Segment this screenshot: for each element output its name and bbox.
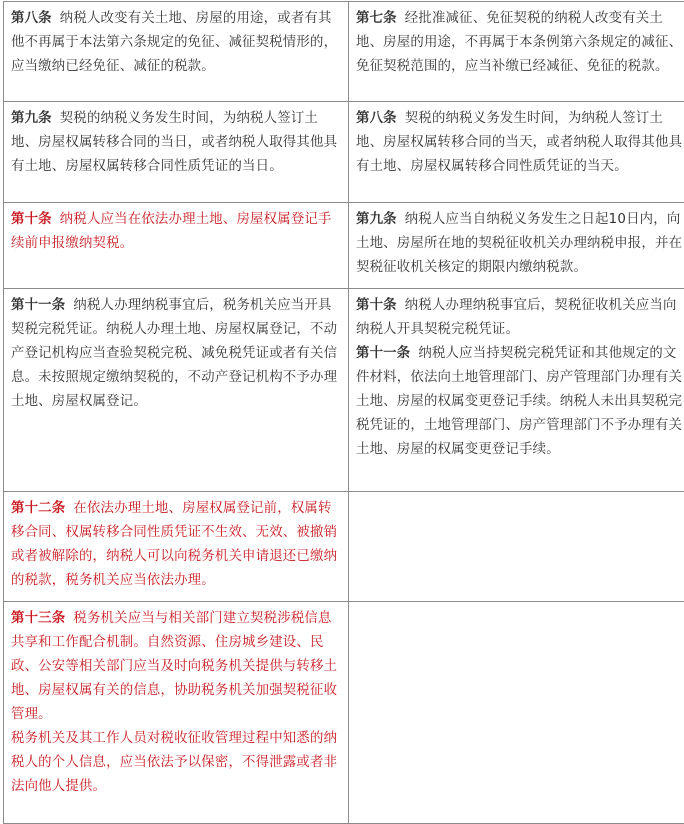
article-label: 第十一条 — [11, 298, 65, 313]
article-paragraph — [11, 727, 342, 799]
article-label: 第十三条 — [11, 611, 65, 626]
article-paragraph — [11, 208, 342, 256]
table-row — [4, 102, 684, 203]
table-row — [4, 203, 684, 289]
old-regulation-cell-empty — [349, 602, 684, 824]
article-text: 纳税人应当自纳税义务发生之日起10日内，向土地、房屋所在地的契税征收机关办理纳税申报，并在契税征收机关核定的期限内缴纳税款。 — [356, 212, 682, 275]
table-row — [4, 2, 684, 102]
new-law-cell — [4, 203, 349, 289]
article-text: 税务机关应当与相关部门建立契税涉税信息共享和工作配合机制。自然资源、住房城乡建设、民政、公安等相关部门应当及时向税务机关提供与转移土地、房屋权属有关的信息，协助税务机关加强契税征收管理。 — [11, 611, 337, 722]
article-paragraph — [356, 208, 684, 280]
article-paragraph — [11, 7, 342, 79]
new-law-cell — [4, 602, 349, 824]
new-law-cell — [4, 102, 349, 203]
table-row — [4, 602, 684, 824]
article-label: 第九条 — [356, 212, 397, 227]
article-text: 税务机关及其工作人员对税收征收管理过程中知悉的纳税人的个人信息，应当依法予以保密，不得泄露或者非法向他人提供。 — [11, 731, 337, 794]
old-regulation-cell-empty — [349, 492, 684, 602]
article-paragraph — [356, 7, 684, 79]
article-paragraph — [11, 607, 342, 727]
article-label: 第十二条 — [11, 501, 65, 516]
old-regulation-cell — [349, 2, 684, 102]
old-regulation-cell — [349, 289, 684, 492]
comparison-table — [3, 1, 684, 824]
new-law-cell — [4, 492, 349, 602]
article-label: 第九条 — [11, 111, 52, 126]
comparison-table-body — [4, 2, 684, 824]
old-regulation-cell — [349, 203, 684, 289]
new-law-cell — [4, 2, 349, 102]
article-label: 第十条 — [11, 212, 52, 227]
article-text: 契税的纳税义务发生时间，为纳税人签订土地、房屋权属转移合同的当日，或者纳税人取得其他具有土地、房屋权属转移合同性质凭证的当日。 — [11, 111, 337, 174]
article-text: 在依法办理土地、房屋权属登记前，权属转移合同、权属转移合同性质凭证不生效、无效、被撤销或者被解除的，纳税人可以向税务机关申请退还已缴纳的税款，税务机关应当依法办理。 — [11, 501, 337, 588]
article-text: 纳税人应当持契税完税凭证和其他规定的文件材料，依法向土地管理部门、房产管理部门办理有关土地、房屋的权属变更登记手续。纳税人未出具契税完税凭证的，土地管理部门、房产管理部门不予办理有关土地、房屋的权属变更登记手续。 — [356, 346, 682, 457]
article-paragraph — [11, 497, 342, 593]
article-text: 纳税人办理纳税事宜后，税务机关应当开具契税完税凭证。纳税人办理土地、房屋权属登记，不动产登记机构应当查验契税完税、减免税凭证或者有关信息。未按照规定缴纳契税的，不动产登记机构不予办理土地、房屋权属登记。 — [11, 298, 337, 409]
article-text: 经批准减征、免征契税的纳税人改变有关土地、房屋的用途，不再属于本条例第六条规定的减征、免征契税范围的，应当补缴已经减征、免征的税款。 — [356, 11, 682, 74]
article-text: 纳税人应当在依法办理土地、房屋权属登记手续前申报缴纳契税。 — [11, 212, 332, 251]
article-paragraph — [356, 342, 684, 462]
article-label: 第十条 — [356, 298, 397, 313]
article-text: 契税的纳税义务发生时间，为纳税人签订土地、房屋权属转移合同的当天，或者纳税人取得其他具有土地、房屋权属转移合同性质凭证的当天。 — [356, 111, 682, 174]
article-label: 第十一条 — [356, 346, 410, 361]
article-label: 第八条 — [356, 111, 397, 126]
article-paragraph — [11, 107, 342, 179]
article-text: 纳税人改变有关土地、房屋的用途，或者有其他不再属于本法第六条规定的免征、减征契税情形的，应当缴纳已经免征、减征的税款。 — [11, 11, 337, 74]
table-row — [4, 492, 684, 602]
table-row — [4, 289, 684, 492]
old-regulation-cell — [349, 102, 684, 203]
new-law-cell — [4, 289, 349, 492]
article-paragraph — [356, 107, 684, 179]
article-paragraph — [356, 294, 684, 342]
article-text: 纳税人办理纳税事宜后，契税征收机关应当向纳税人开具契税完税凭证。 — [356, 298, 677, 337]
article-label: 第七条 — [356, 11, 397, 26]
article-label: 第八条 — [11, 11, 52, 26]
article-paragraph — [11, 294, 342, 414]
